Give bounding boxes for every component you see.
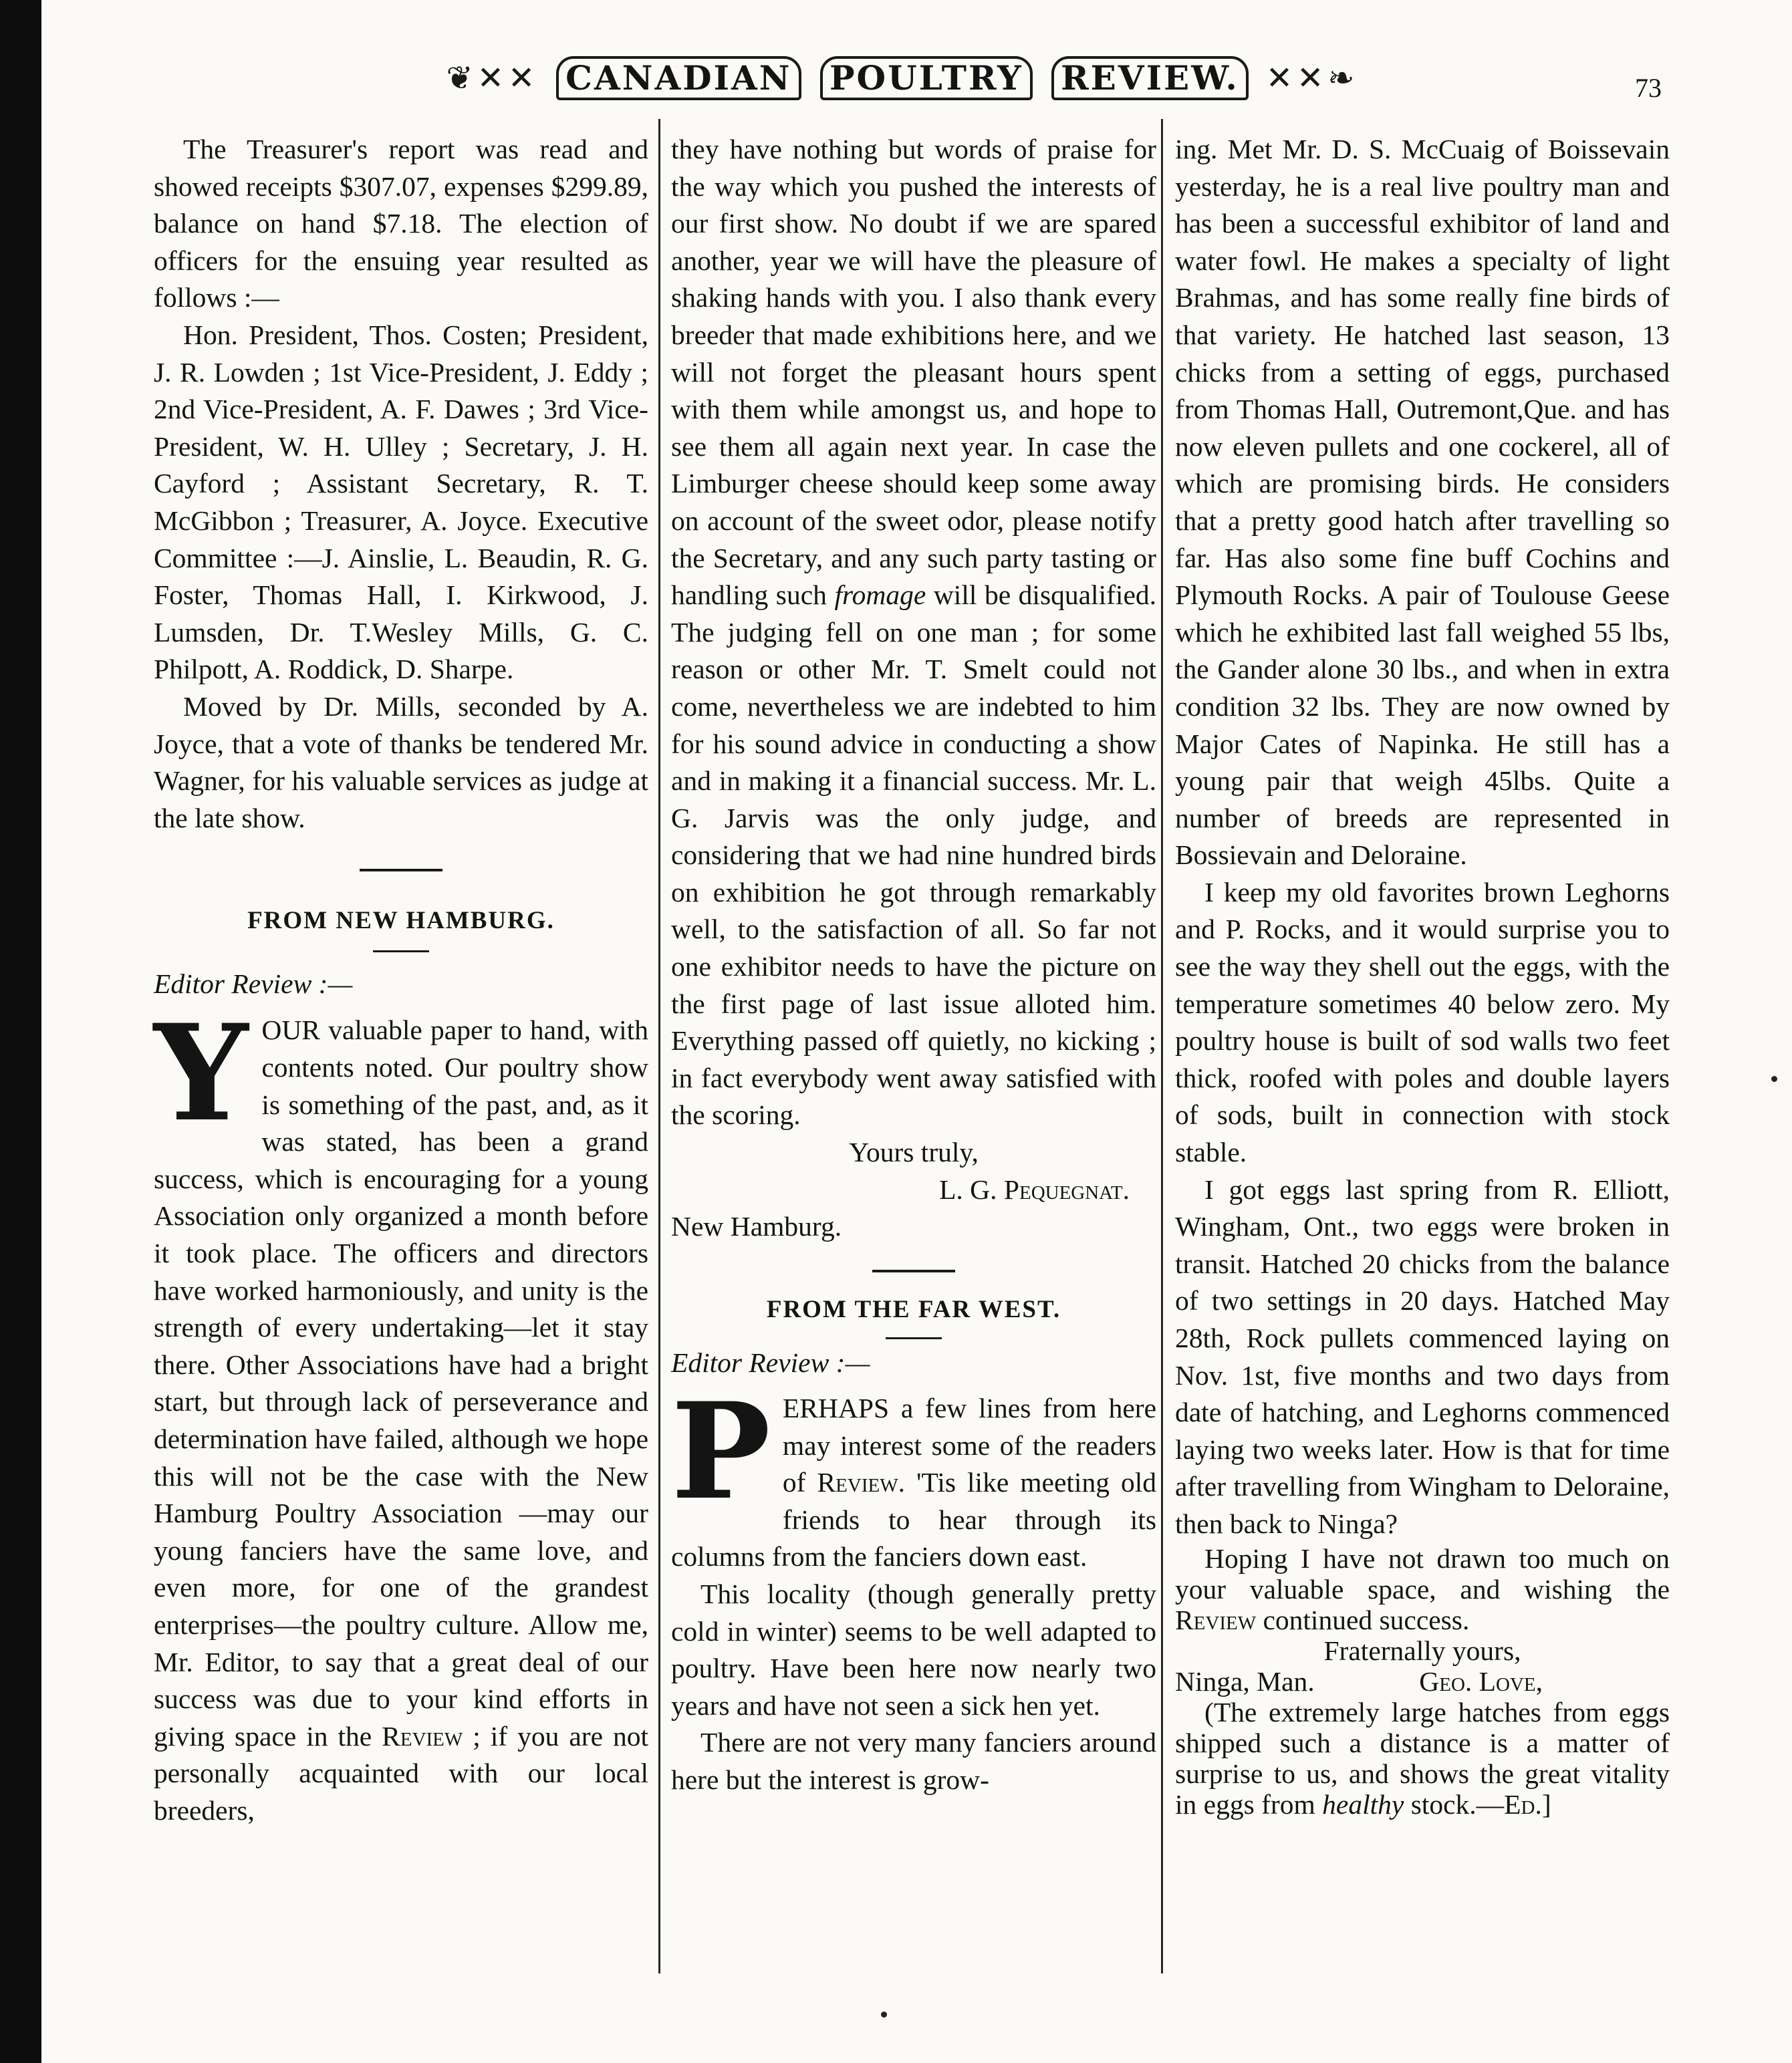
- place-ninga: Ninga, Man.: [1175, 1665, 1315, 1697]
- signature-love: Geo. Love,: [1419, 1665, 1543, 1697]
- editor-salutation: Editor Review :—: [671, 1347, 870, 1379]
- section-heading-new-hamburg: FROM NEW HAMBURG.: [247, 907, 555, 935]
- treasurer-report-paragraph: The Treasurer's report was read and showed receipts $307.07, expenses $299.89, balance on hand $7.18. The election of officers for the ensuing year resulted as follows :—: [154, 134, 648, 313]
- locality-paragraph: This locality (though generally pretty cold in winter) seems to be well adapted to poultry. Have been here now nearly two years and have not seen a sick hen yet.: [671, 1578, 1156, 1721]
- leghorns-paragraph: I keep my old favorites brown Leghorns and P. Rocks, and it would surprise you to see the way they shell out the eggs, with the temperature sometimes 40 below zero. My poultry house is built of sod walls two feet thick, roofed with poles and double layers of sods, built in connection with stock stable.: [1175, 876, 1670, 1168]
- closing-text-b: continued success.: [1263, 1604, 1470, 1635]
- left-ornament-icon: ❦✕✕: [446, 61, 539, 96]
- column-2: [671, 131, 1156, 1799]
- review-name: Review: [382, 1720, 463, 1752]
- note-close-bracket: ]: [1541, 1788, 1551, 1820]
- column-3: [1175, 131, 1670, 1820]
- eggs-paragraph: I got eggs last spring from R. Elliott, Wingham, Ont., two eggs were broken in transit. Hatched 20 chicks from the balance of two settings in 20 days. Hatched May 28th, Rock pullets commenced laying on Nov. 1st, five months and two days from date of hatching, and Leghorns commenced laying two weeks later. How is that for time after travelling from Wingham to Deloraine, then back to Ninga?: [1175, 1174, 1670, 1539]
- drop-cap-lead: OUR: [261, 1014, 320, 1046]
- masthead-word-2: POULTRY: [820, 56, 1033, 100]
- letter-text-tail: ; if you are not personally acquainted with our local breeders,: [154, 1720, 649, 1826]
- review-name: Review: [1175, 1604, 1257, 1635]
- drop-cap-lead: ERHAPS: [782, 1393, 890, 1423]
- print-speck: [881, 2012, 887, 2018]
- masthead-title: [553, 56, 1251, 100]
- note-text-b: stock.—: [1410, 1788, 1505, 1820]
- column-rule-2: [1161, 119, 1163, 1973]
- masthead-word-3: REVIEW.: [1051, 56, 1249, 100]
- editor-salutation: Editor Review :—: [154, 968, 353, 999]
- editor-note: [1175, 1697, 1670, 1820]
- drop-cap-p: P: [671, 1373, 771, 1529]
- editor-initials: Ed.: [1504, 1788, 1542, 1820]
- right-ornament-icon: ✕✕❧: [1265, 61, 1359, 96]
- drop-cap-y: Y: [154, 995, 249, 1151]
- heading-underline: [373, 950, 429, 952]
- letter-text: valuable paper to hand, with contents noted. Our poultry show is something of the past, and, as it was stated, has been a grand success, which is encouraging for a young Association only organized a month before it took place. The officers and directors have worked harmoniously, and unity is the strength of every undertaking—let it stay there. Other Associations have had a bright start, but through lack of perseverance and determination have failed, although we hope this will not be the case with the New Hamburg Poultry Association —may our young fanciers have the same love, and even more, for one of the grandest enterprises—the poultry culture. Allow me, Mr. Editor, to say that a great deal of our success was due to your kind efforts in giving space in the: [154, 1014, 648, 1752]
- page-binding-edge: [0, 0, 41, 2063]
- closing-yours-truly: Yours truly,: [849, 1137, 979, 1168]
- letter-text-b: will be disqualified. The judging fell on one man ; for some reason or other Mr. T. Smelt could not come, nevertheless we are indebted to him for his sound advice in conducting a show and in making it a financial success. Mr. L. G. Jarvis was the only judge, and considering that we had nine hundred birds on exhibition he got through remarkably well, to the satisfaction of all. So far not one exhibitor needs to have the picture on the first page of last issue alloted him. Everything passed off quietly, no kicking ; in fact everybody went away satisfied with the scoring.: [671, 579, 1156, 1131]
- officers-list-paragraph: Hon. President, Thos. Costen; President, J. R. Lowden ; 1st Vice-President, J. Eddy ; 2nd Vice-President, A. F. Dawes ; 3rd Vice-President, W. H. Ulley ; Secretary, J. H. Cayford ; Assistant Secretary, R. T. McGibbon ; Treasurer, A. Joyce. Executive Committee :—J. Ainslie, L. Beaudin, R. G. Foster, Thomas Hall, I. Kirkwood, J. Lumsden, Dr. T.Wesley Mills, G. C. Philpott, A. Roddick, D. Sharpe.: [154, 319, 648, 685]
- masthead: [446, 41, 1359, 115]
- vote-of-thanks-paragraph: Moved by Dr. Mills, seconded by A. Joyce, that a vote of thanks be tendered Mr. Wagner, for his valuable services as judge at the late show.: [154, 690, 648, 833]
- signature-pequegnat: L. G. Pequegnat.: [939, 1174, 1130, 1205]
- letter-text-tail: 'Tis like meeting old friends to hear through its columns from the fanciers down east.: [671, 1467, 1156, 1572]
- section-heading-far-west: FROM THE FAR WEST.: [766, 1295, 1061, 1323]
- letter-text: a few lines from here may interest some of the readers of: [782, 1393, 1157, 1498]
- closing-text-a: Hoping I have not drawn too much on your valuable space, and wishing the: [1175, 1542, 1670, 1605]
- note-text-a: (The extremely large hatches from eggs shipped such a distance is a matter of surprise to us, and shows the great vitality in eggs from: [1175, 1696, 1670, 1820]
- column-1: [154, 131, 648, 1830]
- healthy-word: healthy: [1322, 1788, 1404, 1820]
- page-number: 73: [1635, 73, 1662, 103]
- fromage-word: fromage: [834, 579, 926, 611]
- heading-underline: [886, 1337, 942, 1339]
- letter-body-new-hamburg: [154, 995, 649, 1829]
- place-new-hamburg: New Hamburg.: [671, 1211, 842, 1242]
- closing-paragraph: [1175, 1543, 1670, 1635]
- letter-body-far-west: [671, 1373, 1157, 1576]
- letter-continuation: [671, 131, 1156, 1134]
- letter-text-a: they have nothing but words of praise for the way which you pushed the interests of our first show. No doubt if we are spared another, year we will have the pleasure of shaking hands with you. I also thank every breeder that made exhibitions here, and we will not forget the pleasant hours spent with them while amongst us, and hope to see them all again next year. In case the Limburger cheese should keep some away on account of the sweet odor, please notify the Secretary, and any such party tasting or handling such: [671, 134, 1156, 611]
- section-divider: [360, 869, 442, 871]
- masthead-word-1: CANADIAN: [556, 56, 801, 100]
- print-speck: [1771, 1076, 1777, 1082]
- fanciers-paragraph: There are not very many fanciers around here but the interest is grow-: [671, 1727, 1156, 1795]
- review-name: Review.: [817, 1467, 905, 1498]
- column-rule-1: [658, 119, 660, 1973]
- mccuaig-paragraph: ing. Met Mr. D. S. McCuaig of Boissevain yesterday, he is a real live poultry man and has been a successful exhibitor of land and water fowl. He makes a specialty of light Brahmas, and has some really fine birds of that variety. He hatched last season, 13 chicks from a setting of eggs, purchased from Thomas Hall, Outremont,Que. and has now eleven pullets and one cockerel, all of which are promising birds. He considers that a pretty good hatch after travelling so far. Has also some fine buff Cochins and Plymouth Rocks. A pair of Toulouse Geese which he exhibited last fall weighed 55 lbs, the Gander alone 30 lbs., and when in extra condition 32 lbs. They are now owned by Major Cates of Napinka. He still has a young pair that weigh 45lbs. Quite a number of breeds are represented in Bossievain and Deloraine.: [1175, 134, 1670, 871]
- closing-fraternally: Fraternally yours,: [1323, 1635, 1521, 1666]
- section-divider: [872, 1270, 955, 1272]
- signature-row: [1175, 1666, 1670, 1697]
